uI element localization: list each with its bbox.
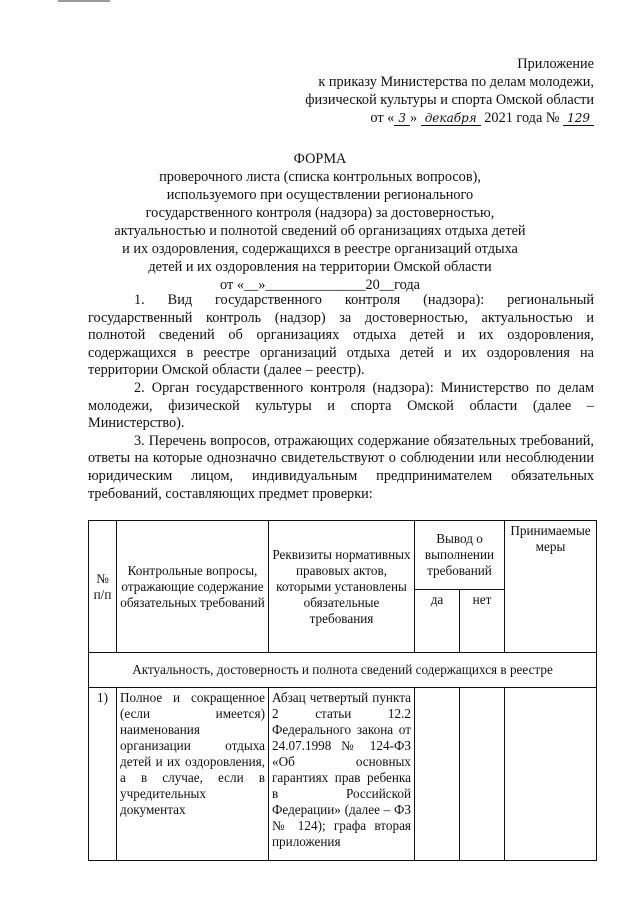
form-title-block: [70, 150, 570, 294]
appendix-line-3: физической культуры и спорта Омской области: [305, 92, 594, 108]
form-title-line: используемого при осуществлении регионального: [166, 187, 474, 203]
appendix-date-line: [305, 109, 594, 127]
table-row: [89, 688, 597, 861]
form-title-line: и их оздоровления, содержащихся в реестре организаций отдыха: [122, 241, 518, 257]
header-measures: Принимаемые меры: [505, 521, 597, 653]
section-row: [89, 653, 597, 688]
row-num: 1): [89, 688, 117, 861]
row-requisites: Абзац четвертый пункта 2 статьи 12.2 Федерального закона от 24.07.1998 № 124-ФЗ «Об основных гарантиях прав ребенка в Российской Федерации» (далее – ФЗ № 124); графа вторая приложения: [269, 688, 415, 861]
row-question: Полное и сокращенное (если имеется) наименования организации отдыха детей и их оздоровления, а в случае, если в учредительных документах: [117, 688, 269, 861]
row-measures[interactable]: [505, 688, 597, 861]
appendix-line-2: к приказу Министерства по делам молодежи,: [318, 74, 594, 90]
appendix-header: [305, 55, 594, 127]
form-title-line: проверочного листа (списка контрольных вопросов),: [159, 169, 481, 185]
header-no: нет: [460, 590, 505, 653]
paragraph-control-body: 2. Орган государственного контроля (надзора): Министерство по делам молодежи, физической культуры и спорта Омской области (далее – Министерство).: [88, 379, 594, 432]
handwritten-number: 129: [563, 111, 594, 126]
scan-edge-mark: [58, 0, 110, 2]
form-title-line: государственного контроля (надзора) за достоверностью,: [145, 205, 495, 221]
form-title-line: детей и их оздоровления на территории Омской области: [148, 259, 492, 275]
date-prefix: от «: [370, 110, 395, 126]
row-yes[interactable]: [415, 688, 460, 861]
paragraph-question-list: 3. Перечень вопросов, отражающих содержание обязательных требований, ответы на которые однозначно свидетельствуют о соблюдении или несоблюдении юридическим лицом, индивидуальным предпринимателем обязательных требований, составляющих предмет проверки:: [88, 432, 594, 502]
handwritten-day: 3: [394, 111, 410, 126]
form-heading: ФОРМА: [293, 151, 347, 167]
paragraph-control-type: 1. Вид государственного контроля (надзора): региональный государственный контроль (надзор) за достоверностью, актуальностью и полнотой сведений об организациях отдыха детей и их оздоровления, содержащихся в реестре организаций отдыха детей и их оздоровления на территории Омской области (далее – реестр).: [88, 292, 594, 379]
header-questions: Контрольные вопросы, отражающие содержание обязательных требований: [117, 521, 269, 653]
section-title: Актуальность, достоверность и полнота сведений содержащихся в реестре: [89, 653, 597, 688]
checklist-table: [88, 520, 597, 861]
appendix-line-1: Приложение: [517, 56, 594, 72]
header-conclusion: Вывод о выполнении требований: [415, 521, 505, 590]
header-yes: да: [415, 590, 460, 653]
header-requisites: Реквизиты нормативных правовых актов, которыми установлены обязательные требования: [269, 521, 415, 653]
date-mid: »: [409, 110, 418, 126]
table-header-row: [89, 521, 597, 590]
handwritten-month: декабря: [421, 111, 481, 126]
form-title-line: актуальностью и полнотой сведений об организациях отдыха детей: [114, 223, 526, 239]
body-text: [88, 292, 594, 503]
row-no[interactable]: [460, 688, 505, 861]
date-year: 2021 года №: [484, 110, 560, 126]
header-num: № п/п: [89, 521, 117, 653]
form-date-line: от «__»______________20__года: [220, 277, 420, 293]
